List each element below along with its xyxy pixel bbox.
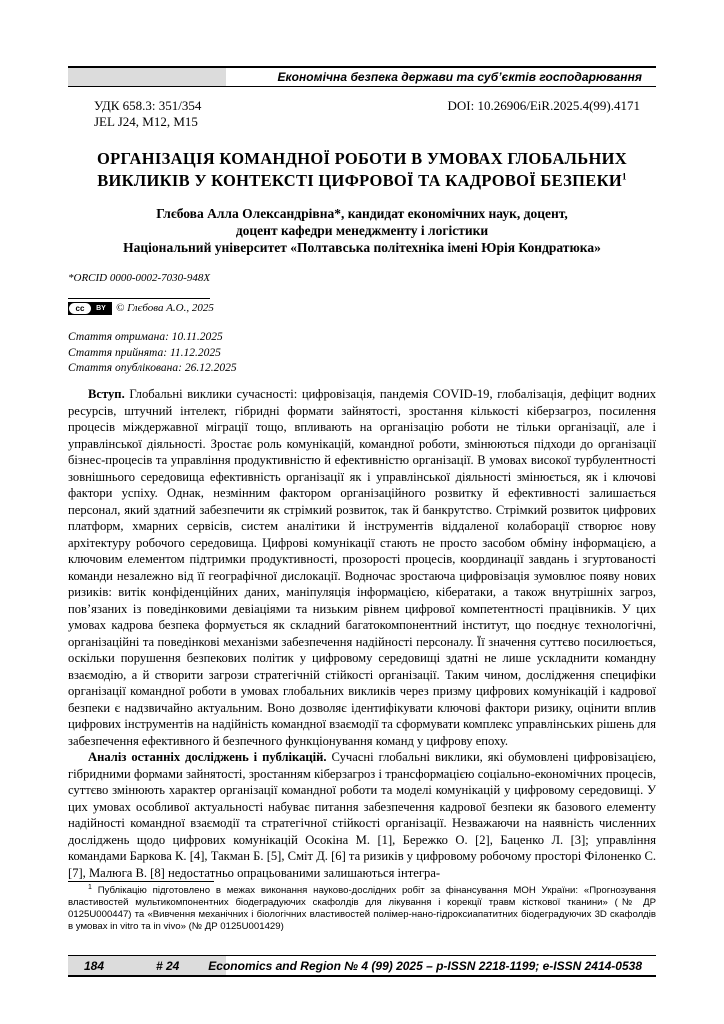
cc-badge-right: BY — [96, 305, 106, 312]
cc-badge-left: cc — [69, 303, 91, 314]
article-body — [68, 386, 656, 881]
author-affiliation: Національний університет «Полтавська політехніка імені Юрія Кондратюка» — [123, 240, 601, 255]
date-received: Стаття отримана: 10.11.2025 — [68, 331, 223, 343]
doi: DOI: 10.26906/EiR.2025.4(99).4171 — [447, 98, 640, 113]
running-footer — [68, 955, 656, 977]
udc-code: УДК 658.3: 351/354 — [94, 98, 202, 113]
footnote — [68, 885, 656, 933]
title-line-2-text: ВИКЛИКІВ У КОНТЕКСТІ ЦИФРОВОЇ ТА КАДРОВОЇ БЕЗПЕКИ — [97, 171, 622, 190]
intro-paragraph — [68, 386, 656, 749]
footnote-rule — [68, 881, 214, 882]
analysis-paragraph — [68, 749, 656, 881]
page-number: 184 — [84, 959, 105, 973]
footer-rule-bottom — [68, 975, 656, 977]
footnote-mark: 1 — [88, 883, 92, 891]
title-footnote-mark: 1 — [622, 171, 627, 182]
date-accepted: Стаття прийнята: 11.12.2025 — [68, 346, 221, 359]
article-dates — [68, 330, 237, 377]
license-rule — [68, 298, 210, 299]
date-published: Стаття опублікована: 26.12.2025 — [68, 362, 237, 374]
analysis-heading: Аналіз останніх досліджень і публікацій. — [88, 750, 327, 764]
orcid: *ORCID 0000-0002-7030-948X — [68, 272, 211, 284]
title-line-2 — [68, 170, 656, 192]
copyright: © Глєбова А.О., 2025 — [116, 302, 214, 314]
paper-title — [68, 148, 656, 192]
footnote-text: Публікацію підготовлено в межах виконання науково-дослідних робіт за фінансування МОН України: «Прогнозування властивостей мультикомпонентних біодеградуючих скафолдів для лікування і корекції травм кісткової тканини» (№ ДР 0125U000447) та «Вивчення механічних і біологічних властивостей полімер-нано-гідроксиапатитних біодеградуючих 3D скафолдів в умовах in vitro та in vivo» (№ ДР 0125U001429) — [68, 885, 656, 932]
section-title: Економічна безпека держави та суб’єктів господарювання — [277, 70, 642, 84]
jel-code: JEL J24, M12, M15 — [94, 114, 198, 129]
author-block — [68, 205, 656, 256]
title-line-1: ОРГАНІЗАЦІЯ КОМАНДНОЇ РОБОТИ В УМОВАХ ГЛОБАЛЬНИХ — [97, 149, 627, 168]
author-position: доцент кафедри менеджменту і логістики — [235, 223, 489, 238]
author-name-degree: Глєбова Алла Олександрівна*, кандидат економічних наук, доцент, — [156, 206, 568, 221]
classification-codes — [94, 98, 201, 130]
running-header — [68, 66, 656, 88]
intro-heading: Вступ. — [88, 387, 125, 401]
header-rule-bottom — [68, 86, 656, 87]
issue-number: # 24 — [156, 959, 180, 973]
analysis-text: Сучасні глобальні виклики, які обумовлені цифровізацією, гібридними формами зайнятості, зростанням кіберзагроз і трансформацією соціально-економічних процесів, суттєво змінюють характер організації командної роботи та моделі комунікацій у цифровому середовищі. У цих умовах особливої актуальності набуває питання забезпечення кадрової безпеки як базового елементу надійності командної взаємодії та стратегічної стійкості організації. Незважаючи на наявність численних досліджень щодо цифрових комунікацій Осокіна М. [1], Бережко О. [2], Баценко Л. [3]; управління командами Баркова К. [4], Такман Б. [5], Сміт Д. [6] та ризиків у цифровому робочому просторі Філоненко С. [7], Малюга В. [8] недостатньо опрацьованими залишаються інтегра- — [68, 750, 656, 880]
journal-citation: Economics and Region № 4 (99) 2025 – p-ISSN 2218-1199; e-ISSN 2414-0538 — [208, 959, 642, 973]
cc-license-icon — [68, 302, 112, 315]
header-shade — [68, 68, 226, 86]
intro-text: Глобальні виклики сучасності: цифровізація, пандемія COVID-19, глобалізація, дефіцит водних ресурсів, штучний інтелект, гібридні формати зайнятості, зростання кількості кіберзагроз, посилення процесів міждержавної міграції тощо, впливають на організацію роботи не тільки організації, але і управлінської діяльності. Зростає роль комунікацій, командної роботи, змінюються підходи до організації бізнес-процесів та управління продуктивністю й ефективністю організації. В умовах високої турбулентності зовнішнього середовища ефективність організації як і управлінської діяльності змінюється, як і ключові фактори успіху. Однак, незмінним фактором організаційного розвитку й ефективності залишається персонал, який здатний забезпечити як стрімкий розвиток, так й банкрутство. Стрімкий розвиток цифрових платформ, хмарних сервісів, систем аналітики й інструментів віддаленої колаборації створює нову архітектуру робочого середовища. Цифрові комунікації стають не просто засобом обміну інформацією, а ключовим елементом підтримки продуктивності, прозорості процесів, координації завдань і згуртованості команди незалежно від її географічної дислокації. Водночас зростаюча цифровізація зумовлює появу нових ризиків: витік конфіденційних даних, маніпуляція інформацією, кібератаки, а також внутрішніх загроз, пов’язаних із поведінковими девіаціями та низьким рівнем цифрової компетентності працівників. У цих умовах кадрова безпека формується як складний багатокомпонентний інститут, що поєднує технологічні, організаційні та поведінкові механізми забезпечення надійності персоналу. Її значення суттєво посилюється, оскільки порушення безпекових політик у цифровому середовищі здатні не лише ускладнити командну взаємодію, а й створити загрози стратегічній стійкості організації. Таким чином, дослідження специфіки організації командної роботи в умовах глобальних викликів через призму цифрових комунікацій і кадрової безпеки є надзвичайно актуальним. Воно дозволяє ідентифікувати ключові фактори ризику, оцінити вплив цифрових інструментів на надійність командної взаємодії та сформувати комплекс управлінських рішень для забезпечення ефективного й безпечного функціонування команд у цифрову епоху. — [68, 387, 656, 748]
